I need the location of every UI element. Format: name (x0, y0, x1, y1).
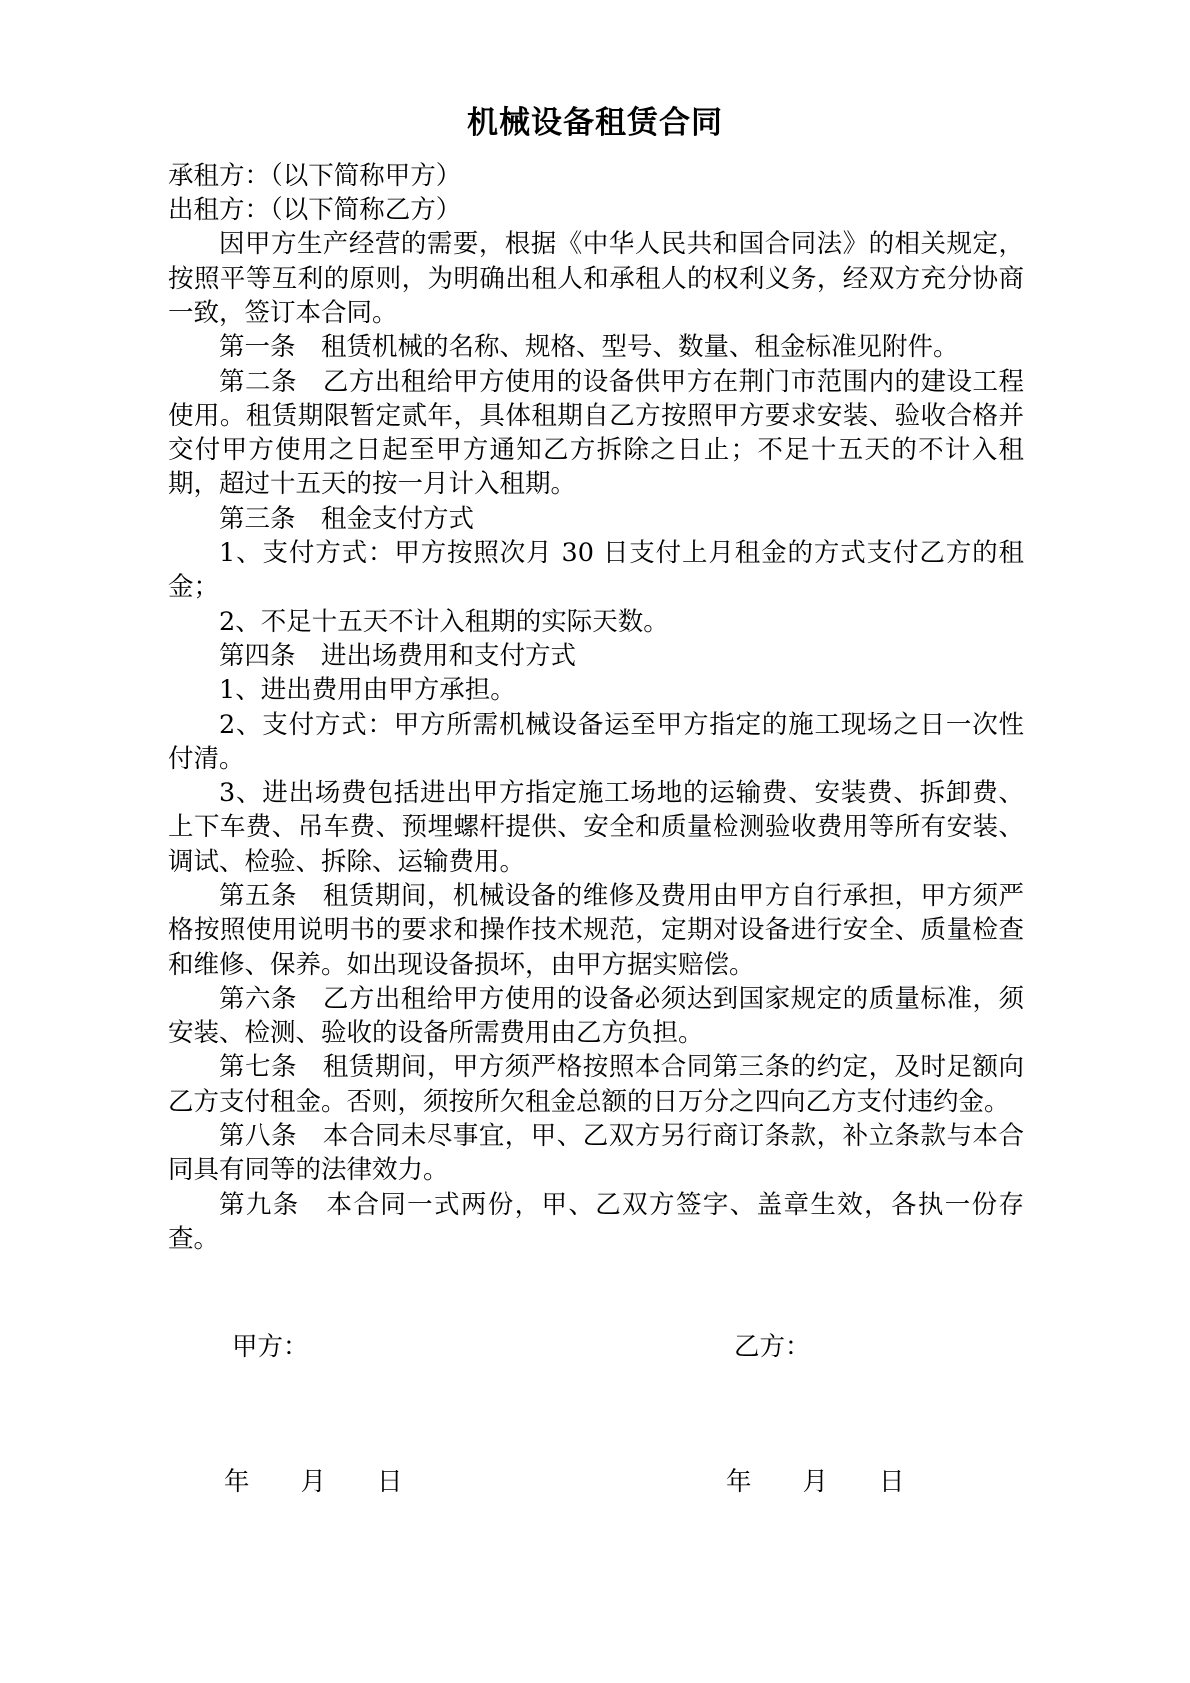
paragraph-article-5: 第五条 租赁期间，机械设备的维修及费用由甲方自行承担，甲方须严格按照使用说明书的要求和操作技术规范，定期对设备进行安全、质量检查和维修、保养。如出现设备损坏，由甲方据实赔偿。 (168, 880, 1024, 980)
page-title: 机械设备租赁合同 (467, 105, 723, 141)
signature-middle-spacer (168, 1365, 1024, 1465)
party-a-date-label: 年 月 日 (224, 1466, 403, 1497)
paragraph-article-2: 第二条 乙方出租给甲方使用的设备供甲方在荆门市范围内的建设工程使用。租赁期限暂定贰年，具体租期自乙方按照甲方要求安装、验收合格并交付甲方使用之日起至甲方通知乙方拆除之日止；不足十五天的不计入租期，超过十五天的按一月计入租期。 (168, 366, 1024, 500)
paragraph-article-4-1: 1、进出费用由甲方承担。 (219, 675, 516, 706)
paragraph-article-4: 第四条 进出场费用和支付方式 (219, 640, 577, 671)
paragraph-article-8: 第八条 本合同未尽事宜，甲、乙双方另行商订条款，补立条款与本合同具有同等的法律效力。 (168, 1121, 1024, 1186)
paragraph-article-4-2: 2、支付方式：甲方所需机械设备运至甲方指定的施工现场之日一次性付清。 (168, 709, 1024, 774)
signature-top-spacer (0, 1256, 1190, 1330)
party-b-date-label: 年 月 日 (726, 1466, 905, 1497)
paragraph-article-3-1: 1、支付方式：甲方按照次月 30 日支付上月租金的方式支付乙方的租金； (168, 538, 1024, 603)
paragraph-article-1: 第一条 租赁机械的名称、规格、型号、数量、租金标准见附件。 (219, 332, 959, 363)
paragraph-article-4-3: 3、进出场费包括进出甲方指定施工场地的运输费、安装费、拆卸费、上下车费、吊车费、预埋螺杆提供、安全和质量检测验收费用等所有安装、调试、检验、拆除、运输费用。 (168, 778, 1024, 877)
date-row (168, 1465, 1024, 1499)
signature-block (0, 1330, 1190, 1499)
paragraph-article-6: 第六条 乙方出租给甲方使用的设备必须达到国家规定的质量标准，须安装、检测、验收的设备所需费用由乙方负担。 (168, 983, 1024, 1049)
paragraph-preamble: 因甲方生产经营的需要，根据《中华人民共和国合同法》的相关规定，按照平等互利的原则，为明确出租人和承租人的权利义务，经双方充分协商一致，签订本合同。 (168, 229, 1024, 328)
paragraph-article-3-2: 2、不足十五天不计入租期的实际天数。 (219, 606, 669, 637)
signature-row (168, 1330, 1024, 1364)
paragraph-lessor-line: 出租方：（以下简称乙方） (168, 195, 462, 226)
paragraph-article-3: 第三条 租金支付方式 (219, 503, 475, 534)
party-a-signature-label: 甲方： (232, 1332, 309, 1363)
contract-body (0, 143, 1190, 1257)
paragraph-article-7: 第七条 租赁期间，甲方须严格按照本合同第三条的约定，及时足额向乙方支付租金。否则，须按所欠租金总额的日万分之四向乙方支付违约金。 (168, 1052, 1024, 1117)
party-b-signature-label: 乙方： (734, 1332, 811, 1363)
paragraph-lessee-line: 承租方：（以下简称甲方） (168, 160, 462, 191)
paragraph-article-9: 第九条 本合同一式两份，甲、乙双方签字、盖章生效，各执一份存查。 (168, 1189, 1024, 1254)
